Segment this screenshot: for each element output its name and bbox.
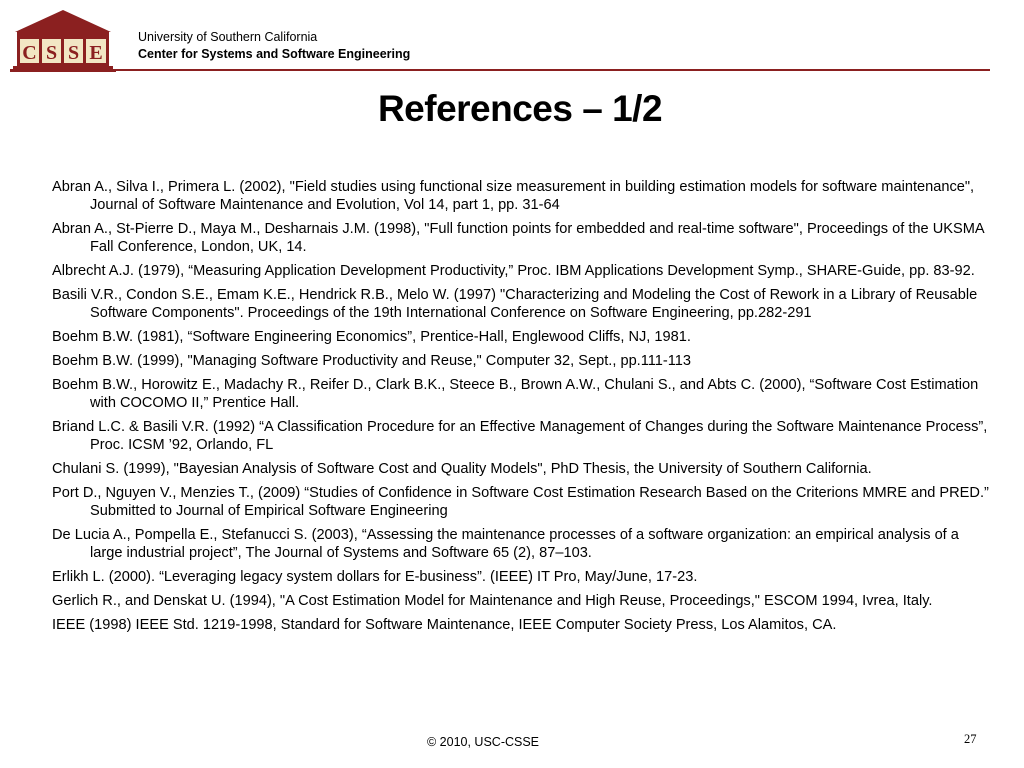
page-number: 27 (964, 732, 977, 746)
university-name: University of Southern California (138, 30, 318, 44)
reference-item: IEEE (1998) IEEE Std. 1219-1998, Standard for Software Maintenance, IEEE Computer Society Press, Los Alamitos, CA. (52, 617, 837, 633)
header-divider (10, 69, 990, 71)
reference-item: Port D., Nguyen V., Menzies T., (2009) “Studies of Confidence in Software Cost Estimation Research Based on the Criterions MMRE and PRED.” Submitted to Journal of Empirical Software Engineering (52, 485, 989, 519)
usc-csse-logo (9, 8, 117, 72)
reference-item: Erlikh L. (2000). “Leveraging legacy system dollars for E-business”. (IEEE) IT Pro, May/June, 17-23. (52, 569, 698, 585)
reference-item: Basili V.R., Condon S.E., Emam K.E., Hendrick R.B., Melo W. (1997) "Characterizing and Modeling the Cost of Rework in a Library of Reusable Software Components". Proceedings of the 19th International Conference on Software Engineering, pp.282-291 (52, 287, 978, 321)
reference-item: Boehm B.W., Horowitz E., Madachy R., Reifer D., Clark B.K., Steece B., Brown A.W., Chulani S., and Abts C. (2000), “Software Cost Estimation with COCOMO II,” Prentice Hall. (52, 377, 979, 411)
reference-item: De Lucia A., Pompella E., Stefanucci S. (2003), “Assessing the maintenance processes of a software organization: an empirical analysis of a large industrial project”, The Journal of Systems and Software 65 (2), 87–103. (52, 527, 959, 561)
reference-list (52, 178, 990, 640)
logo-letter: E (89, 42, 103, 64)
logo-letter: C (22, 42, 37, 64)
reference-item: Abran A., St-Pierre D., Maya M., Desharnais J.M. (1998), "Full function points for embedded and real-time software", Proceedings of the UKSMA Fall Conference, London, UK, 14. (52, 221, 984, 255)
logo-letter: S (67, 42, 80, 64)
reference-item: Gerlich R., and Denskat U. (1994), "A Cost Estimation Model for Maintenance and High Reuse, Proceedings," ESCOM 1994, Ivrea, Italy. (52, 593, 933, 609)
reference-item: Albrecht A.J. (1979), “Measuring Application Development Productivity,” Proc. IBM Applications Development Symp., SHARE-Guide, pp. 83-92. (52, 263, 975, 279)
copyright-footer: © 2010, USC-CSSE (426, 735, 540, 749)
reference-item: Abran A., Silva I., Primera L. (2002), "Field studies using functional size measurement in building estimation models for software maintenance", Journal of Software Maintenance and Evolution, Vol 14, part 1, pp. 31-64 (52, 179, 975, 213)
reference-item: Briand L.C. & Basili V.R. (1992) “A Classification Procedure for an Effective Management of Changes during the Software Maintenance Process”, Proc. ICSM ’92, Orlando, FL (52, 419, 988, 453)
organization-header (138, 29, 410, 63)
center-name: Center for Systems and Software Engineering (138, 47, 411, 61)
reference-item: Boehm B.W. (1999), "Managing Software Productivity and Reuse," Computer 32, Sept., pp.111-113 (52, 353, 692, 369)
reference-item: Chulani S. (1999), "Bayesian Analysis of Software Cost and Quality Models", PhD Thesis, the University of Southern California. (52, 461, 872, 477)
reference-item: Boehm B.W. (1981), “Software Engineering Economics”, Prentice-Hall, Englewood Cliffs, NJ, 1981. (52, 329, 691, 345)
slide-title: References – 1/2 (377, 88, 663, 129)
logo-letter: S (45, 42, 58, 64)
